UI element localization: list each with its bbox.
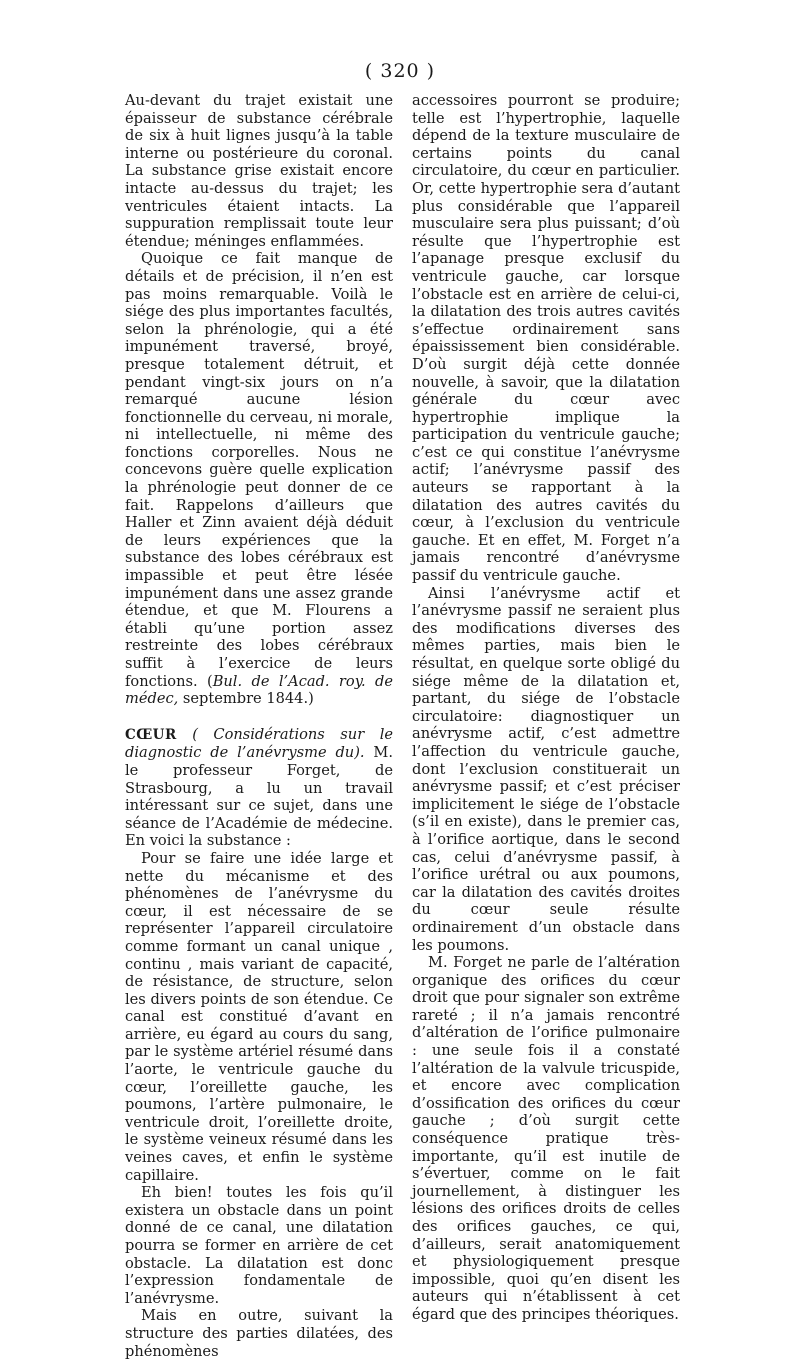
paragraph <box>125 250 393 707</box>
paragraph: Ainsi l’anévrysme actif et l’anévrysme passif ne seraient plus des modifications diverses des mêmes parties, mais bien le résultat, en quelque sorte obligé du siége même de la dilatation et, partant, du siége de l’obstacle circulatoire: diagnostiquer un anévrysme actif, c’est admettre l’affection du ventricule gauche, dont l’exclusion constituerait un anévrysme passif; et c’est préciser implicitement le siége de l’obstacle (s’il en existe), dans le premier cas, à l’orifice aortique, dans le second cas, celui d’anévrysme passif, à l’orifice urétral ou aux poumons, car la dilatation des cavités droites du cœur seule résulte ordinairement d’un obstacle dans les poumons. <box>412 584 680 954</box>
page-number: ( 320 ) <box>364 60 436 82</box>
article-paragraph <box>125 726 393 850</box>
right-column <box>412 92 680 1324</box>
paragraph: M. Forget ne parle de l’altération organique des orifices du cœur droit que pour signaler son extrême rareté ; il n’a jamais rencontré d’altération de l’orifice pulmonaire : une seule fois il a constaté l’altération de la valvule tricuspide, et encore avec complication d’ossification des orifices du cœur gauche ; d’où surgit cette conséquence pratique très-importante, qu’il est inutile de s’évertuer, comme on le fait journellement, à distinguer les lésions des orifices droits de celles des orifices gauches, ce qui, d’ailleurs, serait anatomiquement et physiologiquement presque impossible, quoi qu’en disent les auteurs qui n’établissent à cet égard que des principes théoriques. <box>412 954 680 1323</box>
article-subtitle: ( Considérations sur le diagnostic de l’anévrysme du). <box>125 725 394 762</box>
article-heading: CŒUR <box>125 726 177 743</box>
paragraph: Pour se faire une idée large et nette du mécanisme et des phénomènes de l’anévrysme du cœur, il est nécessaire de se représenter l’appareil circulatoire comme formant un canal unique , continu , mais variant de capacité, de résistance, de structure, selon les divers points de son étendue. Ce canal est constitué d’avant en arrière, eu égard au cours du sang, par le système artériel résumé dans l’aorte, le ventricule gauche du cœur, l’oreillette gauche, les poumons, l’artère pulmonaire, le ventricule droit, l’oreillette droite, le système veineux résumé dans les veines caves, et enfin le système capillaire. <box>125 849 393 1184</box>
left-column <box>125 92 393 1360</box>
citation-date: septembre 1844.) <box>178 690 314 708</box>
paragraph: Au-devant du trajet existait une épaisseur de substance cérébrale de six à huit lignes jusqu’à la table interne ou postérieure du coronal. La substance grise existait encore intacte au-dessus du trajet; les ventricules étaient intacts. La suppuration remplissait toute leur étendue; méninges enflammées. <box>125 92 393 250</box>
paragraph: accessoires pourront se produire; telle est l’hypertrophie, laquelle dépend de la texture musculaire de certains points du canal circulatoire, du cœur en particulier. Or, cette hypertrophie sera d’autant plus considérable que l’appareil musculaire sera plus puissant; d’où résulte que l’hypertrophie est l’apanage presque exclusif du ventricule gauche, car lorsque l’obstacle est en arrière de celui-ci, la dilatation des trois autres cavités s’effectue ordinairement sans épaississement bien considérable. D’où surgit déjà cette donnée nouvelle, à savoir, que la dilatation générale du cœur avec hypertrophie implique la participation du ventricule gauche; c’est ce qui constitue l’anévrysme actif; l’anévrysme passif des auteurs se rapportant à la dilatation des autres cavités du cœur, à l’exclusion du ventricule gauche. Et en effet, M. Forget n’a jamais rencontré d’anévrysme passif du ventricule gauche. <box>412 92 680 585</box>
citation-italic: Bul. de l’Acad. roy. de médec, <box>125 672 393 708</box>
article-intro: M. le professeur Forget, de Strasbourg, a lu un travail intéressant sur ce sujet, dans une séance de l’Académie de médecine. En voici la substance : <box>125 744 393 850</box>
paragraph: Mais en outre, suivant la structure des parties dilatées, des phénomènes <box>125 1307 393 1360</box>
paragraph-text: Quoique ce fait manque de détails et de précision, il n’en est pas moins remarquable. Voilà le siége des plus importantes facultés, selon la phrénologie, qui a été impunément traversé, broyé, presque totalement détruit, et pendant vingt-six jours on n’a remarqué aucune lésion fonctionnelle du cerveau, ni morale, ni intellectuelle, ni même des fonctions corporelles. Nous ne concevons guère quelle explication la phrénologie peut donner de ce fait. Rappelons d’ailleurs que Haller et Zinn avaient déjà déduit de leurs expériences que la substance des lobes cérébraux est impassible et peut être lésée impunément dans une assez grande étendue, et que M. Flourens a établi qu’une portion assez restreinte des lobes cérébraux suffit à l’exercice de leurs fonctions. ( <box>125 250 393 690</box>
paragraph: Eh bien! toutes les fois qu’il existera un obstacle dans un point donné de ce canal, une dilatation pourra se former en arrière de cet obstacle. La dilatation est donc l’expression fondamentale de l’anévrysme. <box>125 1184 393 1307</box>
